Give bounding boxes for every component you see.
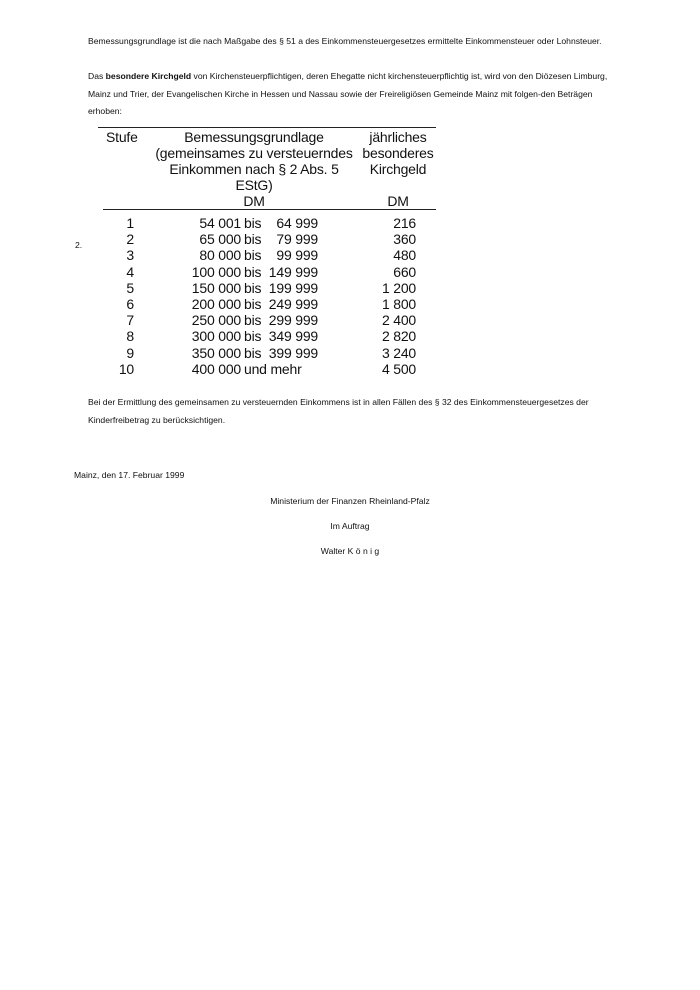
cell-kirchgeld: 480 [393, 247, 416, 264]
cell-kirchgeld: 1 800 [381, 295, 416, 312]
header-kirchgeld [360, 129, 436, 209]
header-kg-line [360, 177, 436, 193]
paragraph-text-post: von Kirchensteuerpflichtigen, deren Ehegatte nicht kirchensteuerpflichtig ist, wird von den Diözesen Limburg, Mainz und Trier, der Evangelischen Kirche in Hessen und Nassau sowie der Freireligiösen Gemeinde Mainz mit folgen-den Beträgen erhoben: [88, 71, 608, 116]
cell-von: 100 000 [191, 263, 241, 280]
cell-stufe: 6 [126, 295, 134, 312]
table-row [98, 215, 438, 231]
cell-kirchgeld: 2 820 [381, 328, 416, 345]
cell-von: 150 000 [191, 279, 241, 296]
header-kg-line: Kirchgeld [369, 161, 427, 177]
table-body [98, 215, 438, 377]
table-row [98, 312, 438, 328]
cell-stufe: 9 [126, 344, 134, 361]
place-date: Mainz, den 17. Februar 1999 [74, 470, 185, 480]
cell-stufe: 4 [126, 263, 134, 280]
header-kg-unit: DM [387, 193, 409, 209]
cell-bis-value: 79 999 [276, 231, 318, 248]
header-bem-line: Einkommen nach § 2 Abs. 5 [169, 161, 339, 177]
header-bem-line: EStG) [235, 177, 273, 193]
cell-bis: bis [244, 279, 262, 296]
header-bemessungsgrundlage [150, 129, 358, 209]
cell-stufe: 1 [126, 215, 134, 231]
cell-von: 350 000 [191, 344, 241, 361]
cell-stufe: 10 [118, 360, 134, 377]
cell-bis: bis [244, 263, 262, 280]
cell-bis: bis [244, 344, 262, 361]
paragraph-text-pre: Das [88, 71, 106, 81]
cell-bis: und mehr [244, 360, 302, 377]
cell-bis: bis [244, 295, 262, 312]
on-behalf-line: Im Auftrag [330, 521, 370, 531]
table-top-rule [98, 127, 436, 128]
cell-stufe: 7 [126, 312, 134, 329]
table-row [98, 328, 438, 344]
cell-von: 80 000 [199, 247, 241, 264]
header-kg-line: besonderes [362, 145, 434, 161]
paragraph-kinderfreibetrag: Bei der Ermittlung des gemeinsamen zu versteuernden Einkommens ist in allen Fällen des § 32 des Einkommensteuergesetzes der Kinderfreibetrag zu berücksichtigen. [88, 397, 589, 425]
cell-von: 250 000 [191, 312, 241, 329]
cell-kirchgeld: 1 200 [381, 279, 416, 296]
table-row [98, 264, 438, 280]
cell-kirchgeld: 3 240 [381, 344, 416, 361]
header-bem-line: (gemeinsames zu versteuerndes [155, 145, 353, 161]
table-row [98, 361, 438, 377]
header-bem-unit: DM [243, 193, 265, 209]
cell-bis-value: 299 999 [268, 312, 318, 329]
header-stufe: Stufe [106, 129, 138, 145]
cell-stufe: 2 [126, 231, 134, 248]
header-bem-line: Bemessungsgrundlage [184, 129, 324, 145]
cell-bis: bis [244, 247, 262, 264]
table-row [98, 231, 438, 247]
cell-von: 400 000 [191, 360, 241, 377]
cell-stufe: 3 [126, 247, 134, 264]
cell-kirchgeld: 2 400 [381, 312, 416, 329]
cell-bis-value: 399 999 [268, 344, 318, 361]
cell-bis: bis [244, 312, 262, 329]
cell-bis-value: 149 999 [268, 263, 318, 280]
cell-stufe: 5 [126, 279, 134, 296]
cell-von: 65 000 [199, 231, 241, 248]
cell-von: 200 000 [191, 295, 241, 312]
paragraph-bemessungsgrundlage: Bemessungsgrundlage ist die nach Maßgabe des § 51 a des Einkommensteuergesetzes ermittelte Einkommensteuer oder Lohnsteuer. [88, 36, 602, 46]
cell-von: 54 001 [199, 215, 241, 231]
table-row [98, 247, 438, 263]
table-row [98, 280, 438, 296]
cell-von: 300 000 [191, 328, 241, 345]
cell-bis-value: 349 999 [268, 328, 318, 345]
cell-stufe: 8 [126, 328, 134, 345]
ministry-name: Ministerium der Finanzen Rheinland-Pfalz [270, 496, 430, 506]
table-row [98, 345, 438, 361]
cell-bis: bis [244, 231, 262, 248]
cell-bis-value: 199 999 [268, 279, 318, 296]
table-header-rule [103, 209, 436, 210]
signatory-name: Walter K ö n i g [320, 546, 380, 556]
cell-kirchgeld: 216 [393, 215, 416, 231]
cell-bis-value: 64 999 [276, 215, 318, 231]
header-kg-line: jährliches [369, 129, 427, 145]
paragraph-besonderes-kirchgeld [88, 68, 628, 121]
table-row [98, 296, 438, 312]
cell-kirchgeld: 4 500 [381, 360, 416, 377]
cell-kirchgeld: 660 [393, 263, 416, 280]
item-number: 2. [75, 240, 83, 250]
cell-kirchgeld: 360 [393, 231, 416, 248]
paragraph-bold-term: besondere Kirchgeld [105, 71, 192, 81]
cell-bis-value: 249 999 [268, 295, 318, 312]
cell-bis: bis [244, 215, 262, 231]
cell-bis: bis [244, 328, 262, 345]
cell-bis-value: 99 999 [276, 247, 318, 264]
